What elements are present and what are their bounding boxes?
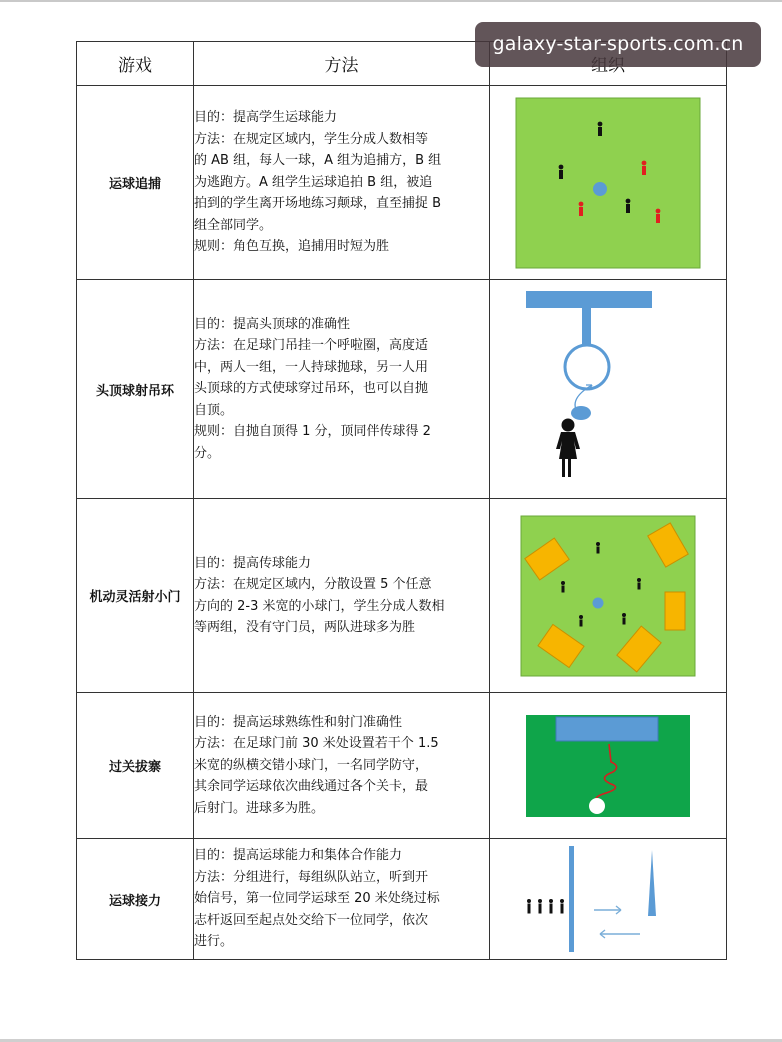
watermark: galaxy-star-sports.com.cn bbox=[475, 22, 761, 67]
relay-diagram bbox=[490, 844, 726, 954]
player-icon-red bbox=[656, 208, 661, 222]
dribble-chase-diagram bbox=[515, 97, 701, 269]
method-line: 方法：在足球门吊挂一个呼啦圈，高度适 bbox=[194, 338, 429, 354]
method-line: 米宽的纵横交错小球门，一名同学防守， bbox=[194, 757, 429, 773]
game-method bbox=[194, 280, 490, 499]
organization-diagram bbox=[490, 839, 727, 960]
header-hoop-diagram bbox=[490, 289, 726, 489]
method-line: 等两组，没有守门员，两队进球多为胜 bbox=[194, 620, 416, 635]
player-icon bbox=[561, 581, 565, 593]
method-line: 的 AB 组，每人一球，A 组为追捕方，B 组 bbox=[194, 153, 442, 169]
ball-icon bbox=[589, 798, 605, 814]
method-line: 后射门。进球多为胜。 bbox=[194, 800, 325, 816]
method-line: 方向的 2-3 米宽的小球门，学生分成人数相 bbox=[194, 598, 445, 614]
game-method bbox=[194, 499, 490, 693]
organization-diagram bbox=[490, 86, 727, 280]
player-icon bbox=[598, 121, 603, 135]
table-row bbox=[77, 86, 727, 280]
arrow-left-icon bbox=[600, 930, 640, 938]
header-game: 游戏 bbox=[77, 42, 194, 86]
arrow-right-icon bbox=[594, 906, 621, 914]
game-method bbox=[194, 839, 490, 960]
player-icon bbox=[637, 578, 641, 590]
player-icon-red bbox=[642, 160, 647, 174]
method-line: 志杆返回至起点处交给下一位同学，依次 bbox=[194, 912, 429, 928]
method-line: 方法：在足球门前 30 米处设置若干个 1.5 bbox=[194, 736, 439, 752]
goal-crossbar bbox=[526, 291, 652, 308]
person-icon bbox=[556, 419, 580, 478]
method-line: 目的：提高头顶球的准确性 bbox=[194, 316, 351, 332]
method-line: 目的：提高传球能力 bbox=[194, 555, 312, 571]
method-line: 进行。 bbox=[194, 934, 234, 950]
method-line: 始信号，第一位同学运球至 20 米处绕过标 bbox=[194, 891, 440, 907]
method-line: 自顶。 bbox=[194, 402, 234, 418]
organization-diagram bbox=[490, 499, 727, 693]
player-icon bbox=[579, 615, 583, 627]
player-icon bbox=[596, 542, 600, 554]
ball-icon bbox=[571, 406, 591, 420]
method-line: 目的：提高运球熟练性和射门准确性 bbox=[194, 714, 403, 730]
player-icon bbox=[622, 613, 626, 625]
table-row bbox=[77, 693, 727, 839]
method-line: 其余同学运球依次曲线通过各个关卡，最 bbox=[194, 779, 429, 795]
ball-icon bbox=[593, 597, 604, 608]
games-table bbox=[76, 41, 727, 960]
method-line: 组全部同学。 bbox=[194, 217, 273, 233]
small-goal bbox=[665, 592, 685, 630]
table-row bbox=[77, 839, 727, 960]
method-line: 规则：自抛自顶得 1 分，顶同伴传球得 2 bbox=[194, 424, 431, 440]
method-line: 目的：提高运球能力和集体合作能力 bbox=[194, 848, 403, 864]
small-goals-diagram bbox=[520, 515, 696, 677]
ball-icon bbox=[593, 182, 607, 196]
method-line: 为逃跑方。A 组学生运球追拍 B 组，被追 bbox=[194, 174, 433, 190]
pass-the-gates-diagram bbox=[525, 714, 691, 818]
method-line: 方法：在规定区域内，分散设置 5 个任意 bbox=[194, 577, 432, 592]
method-line: 规则：角色互换，追捕用时短为胜 bbox=[194, 239, 390, 255]
header-method: 方法 bbox=[194, 42, 490, 86]
game-name: 机动灵活射小门 bbox=[77, 499, 194, 693]
start-line bbox=[569, 846, 574, 952]
marker-pole bbox=[648, 850, 656, 916]
game-method bbox=[194, 693, 490, 839]
game-name: 头顶球射吊环 bbox=[77, 280, 194, 499]
field bbox=[516, 98, 700, 268]
hoop-rope bbox=[582, 308, 591, 344]
organization-diagram bbox=[490, 693, 727, 839]
player-icon-red bbox=[579, 201, 584, 215]
goal-box bbox=[556, 717, 658, 741]
organization-diagram bbox=[490, 280, 727, 499]
method-line: 中，两人一组，一人持球抛球，另一人用 bbox=[194, 359, 429, 375]
game-name: 运球接力 bbox=[77, 839, 194, 960]
method-line: 分。 bbox=[194, 445, 221, 461]
top-border bbox=[0, 0, 782, 2]
player-icon bbox=[626, 198, 631, 212]
game-name: 运球追捕 bbox=[77, 86, 194, 280]
method-line: 目的：提高学生运球能力 bbox=[194, 110, 338, 126]
game-method bbox=[194, 86, 490, 280]
player-queue bbox=[527, 899, 564, 914]
method-line: 方法：在规定区域内，学生分成人数相等 bbox=[194, 131, 429, 147]
game-name: 过关拔寨 bbox=[77, 693, 194, 839]
table-row bbox=[77, 280, 727, 499]
hoop-ring bbox=[565, 345, 609, 389]
player-icon bbox=[559, 164, 564, 178]
method-line: 方法：分组进行，每组纵队站立，听到开 bbox=[194, 869, 429, 885]
method-line: 拍到的学生离开场地练习颠球，直至捕捉 B bbox=[194, 196, 442, 212]
table-row bbox=[77, 499, 727, 693]
method-line: 头顶球的方式使球穿过吊环，也可以自抛 bbox=[194, 381, 429, 397]
